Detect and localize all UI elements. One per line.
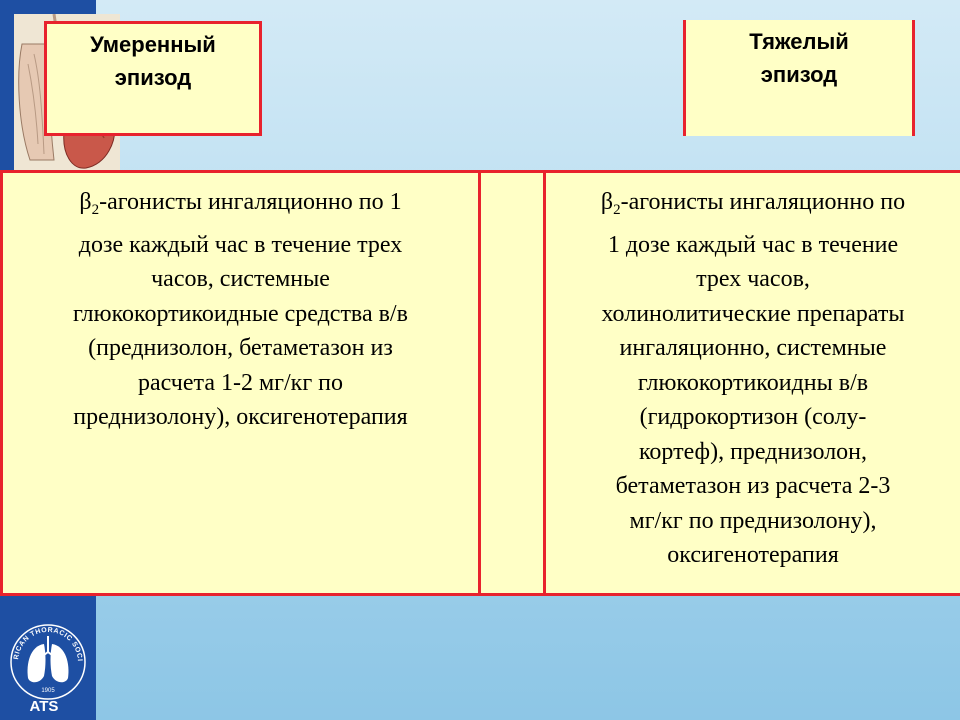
moderate-treatment-line: преднизолону), оксигенотерапия (73, 404, 408, 430)
ats-logo (4, 618, 92, 716)
logo-year: 1905 (41, 688, 55, 694)
severe-title-line-2: эпизод (760, 62, 838, 87)
severe-treatment-line: ингаляционно, системные (619, 335, 887, 361)
severe-treatment-line: оксигенотерапия (667, 542, 839, 568)
severe-treatment-line: холинолитические препараты (601, 300, 905, 327)
moderate-treatment-line: часов, системные (151, 266, 330, 292)
moderate-treatment-line: (преднизолон, бетаметазон из (88, 335, 393, 361)
moderate-episode-header (44, 21, 262, 136)
moderate-treatment-line (3, 185, 478, 228)
severe-treatment-line: 1 дозе каждый час в течение (607, 231, 899, 258)
moderate-treatment-line: дозе каждый час в течение трех (78, 231, 403, 258)
severe-title-line-1: Тяжелый (749, 29, 849, 54)
severe-treatment-line (546, 185, 960, 228)
severe-treatment-line: (гидрокортизон (солу- (639, 404, 867, 430)
moderate-title-line-2: эпизод (114, 65, 192, 90)
moderate-title-line-1: Умеренный (90, 32, 216, 57)
moderate-treatment-cell (0, 170, 481, 596)
severe-episode-header (683, 20, 915, 136)
beta-symbol: β (79, 189, 92, 215)
beta-subscript: 2 (613, 202, 621, 218)
logo-ring-text: RICAN THORACIC SOCI (13, 626, 84, 662)
severe-treatment-line: бетаметазон из расчета 2-3 (615, 473, 891, 499)
severe-treatment-line: глюкокортикоидны в/в (637, 369, 869, 396)
beta-symbol: β (600, 189, 614, 215)
lungs-icon (28, 636, 69, 682)
moderate-treatment-line: расчета 1-2 мг/кг по (137, 369, 344, 396)
severe-treatment-line: трех часов, (696, 266, 810, 292)
severe-first-line: -агонисты ингаляционно по (620, 189, 906, 215)
center-divider-cell (478, 170, 546, 596)
beta-subscript: 2 (91, 202, 100, 218)
severe-treatment-line: мг/кг по преднизолону), (629, 507, 877, 534)
moderate-first-line: -агонисты ингаляционно по 1 (99, 189, 402, 215)
logo-abbr: ATS (29, 698, 59, 715)
severe-treatment-line: кортеф), преднизолон, (638, 438, 868, 465)
moderate-treatment-line: глюкокортикоидные средства в/в (73, 300, 408, 327)
severe-treatment-cell (543, 170, 960, 596)
